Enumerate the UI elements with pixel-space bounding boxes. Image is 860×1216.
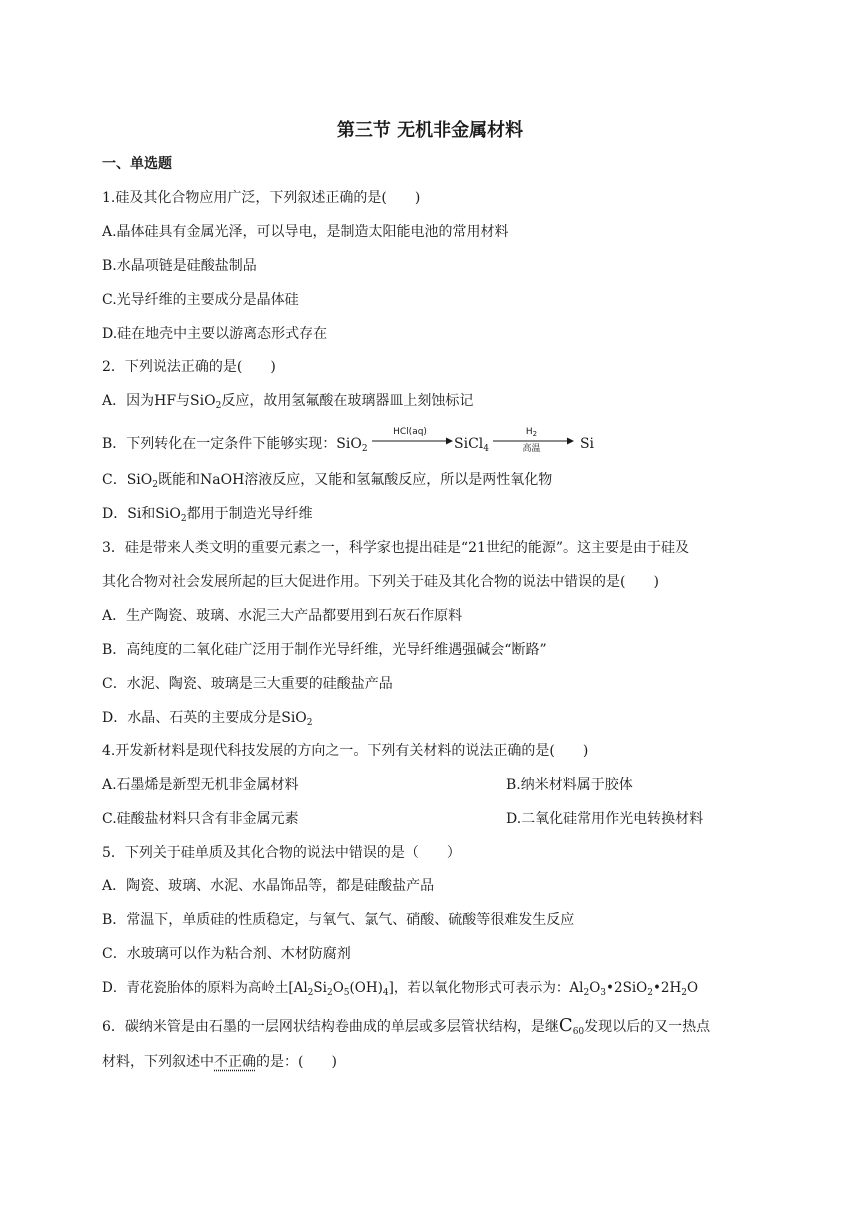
q5-d-t1: D．青花瓷胎体的原料为高岭土[Al [102,980,308,996]
q2-c-text-2: 既能和NaOH溶液反应，又能和氢氟酸反应，所以是两性氧化物 [158,472,553,488]
q2-a-text-1: A．因为HF与SiO [102,393,216,409]
q5-option-d [102,978,698,998]
q2-b-text-1: B．下列转化在一定条件下能够实现：SiO [102,436,362,452]
q2-a-text-2: 反应，故用氢氟酸在玻璃器皿上刻蚀标记 [221,393,474,409]
q5-d-s2: 2 [326,988,333,998]
q2-b-end: Si [579,436,595,452]
q3-stem-line-1: 3．硅是带来人类文明的重要元素之一，科学家也提出硅是“21世纪的能源”。这主要是由于硅及 [102,540,690,556]
q6-stem-text-1: 6．碳纳米管是由石墨的一层网状结构卷曲成的单层或多层管状结构，是继 [102,1019,559,1035]
arrow2-top-text: H [525,427,533,437]
c60-sub: 60 [572,1027,585,1037]
q5-d-s3: 5 [343,988,350,998]
q2-d-text-2: 都用于制造光导纤维 [186,506,313,522]
q3-option-d [102,708,313,728]
q5-d-t5: ]，若以氧化物形式可表示为：Al [388,980,584,996]
q2-b-sub1: 2 [361,444,368,454]
q3-option-c: C．水泥、陶瓷、玻璃是三大重要的硅酸盐产品 [102,676,393,692]
q4-option-d: D.二氧化硅常用作光电转换材料 [506,811,704,827]
q3-d-sub: 2 [306,718,313,728]
q4-option-a: A.石墨烯是新型无机非金属材料 [102,777,299,793]
reaction-arrow-1 [372,427,454,452]
q2-option-d [102,504,313,524]
right-arrow-icon [372,436,454,446]
q5-stem: 5．下列关于硅单质及其化合物的说法中错误的是（ ） [102,845,461,861]
q2-c-text-1: C．SiO [102,472,153,488]
q5-d-t7: •2SiO [606,980,648,996]
q5-d-t2: Si [313,980,327,996]
page-title: 第三节 无机非金属材料 [336,120,524,141]
q6-stem-line-1 [102,1016,710,1037]
q3-option-a: A．生产陶瓷、玻璃、水泥三大产品都要用到石灰石作原料 [102,608,463,624]
q2-b-sub2: 4 [483,444,490,454]
q2-d-sub: 2 [180,514,187,524]
q5-d-t4: (OH) [349,980,383,996]
q3-option-b: B．高纯度的二氧化硅广泛用于制作光导纤维，光导纤维遇强碱会“断路” [102,642,547,658]
q2-option-c [102,470,552,490]
q3-d-text: D．水晶、石英的主要成分是SiO [102,710,307,726]
q2-option-b [102,427,595,454]
q5-d-s6: 3 [600,988,607,998]
q1-option-a: A.晶体硅具有金属光泽，可以导电，是制造太阳能电池的常用材料 [102,224,509,240]
q6-stem-line-2 [102,1052,337,1072]
q4-option-b: B.纳米材料属于胶体 [506,777,633,793]
q5-d-t6: O [589,980,601,996]
q2-d-text-1: D．Si和SiO [102,506,181,522]
q4-option-c: C.硅酸盐材料只含有非金属元素 [102,811,299,827]
q5-d-t3: O [332,980,344,996]
q4-stem: 4.开发新材料是现代科技发展的方向之一。下列有关材料的说法正确的是( ) [102,743,589,759]
section-heading: 一、单选题 [102,156,172,172]
q5-d-s8: 2 [681,988,688,998]
q1-option-d: D.硅在地壳中主要以游离态形式存在 [102,326,328,342]
q6-stem-text-4: 的是：( ) [256,1054,337,1070]
q6-stem-text-2: 发现以后的又一热点 [584,1019,711,1035]
q5-option-a: A．陶瓷、玻璃、水泥、水晶饰品等，都是硅酸盐产品 [102,878,435,894]
q5-d-s7: 2 [647,988,653,998]
q2-stem: 2．下列说法正确的是( ) [102,359,276,375]
q6-stem-text-3: 材料，下列叙述中 [102,1054,214,1070]
q5-d-t8: •2H [652,980,682,996]
q5-d-t9: O [687,980,699,996]
q5-option-b: B．常温下，单质硅的性质稳定，与氧气、氯气、硝酸、硫酸等很难发生反应 [102,912,575,928]
q5-option-c: C．水玻璃可以作为粘合剂、木材防腐剂 [102,946,351,962]
q6-emphasis: 不正确 [214,1054,256,1070]
q2-b-mid: SiCl [454,436,484,452]
q5-d-s4: 4 [382,988,389,998]
q1-option-b: B.水晶项链是硅酸盐制品 [102,258,257,274]
q5-d-s5: 2 [583,988,590,998]
q1-stem: 1.硅及其化合物应用广泛，下列叙述正确的是( ) [102,190,421,206]
reaction-arrow-2 [493,427,575,454]
q2-c-sub: 2 [152,480,158,490]
q2-a-sub: 2 [215,401,222,411]
q5-d-s1: 2 [307,988,314,998]
arrow1-label: HCl(aq) [393,427,427,437]
c60-symbol: C [558,1015,573,1036]
q1-option-c: C.光导纤维的主要成分是晶体硅 [102,292,299,308]
q2-option-a [102,391,473,411]
arrow2-top-sub: 2 [532,430,538,438]
q3-stem-line-2: 其化合物对社会发展所起的巨大促进作用。下列关于硅及其化合物的说法中错误的是( ) [102,574,659,590]
arrow2-label-bottom: 高温 [522,444,541,454]
